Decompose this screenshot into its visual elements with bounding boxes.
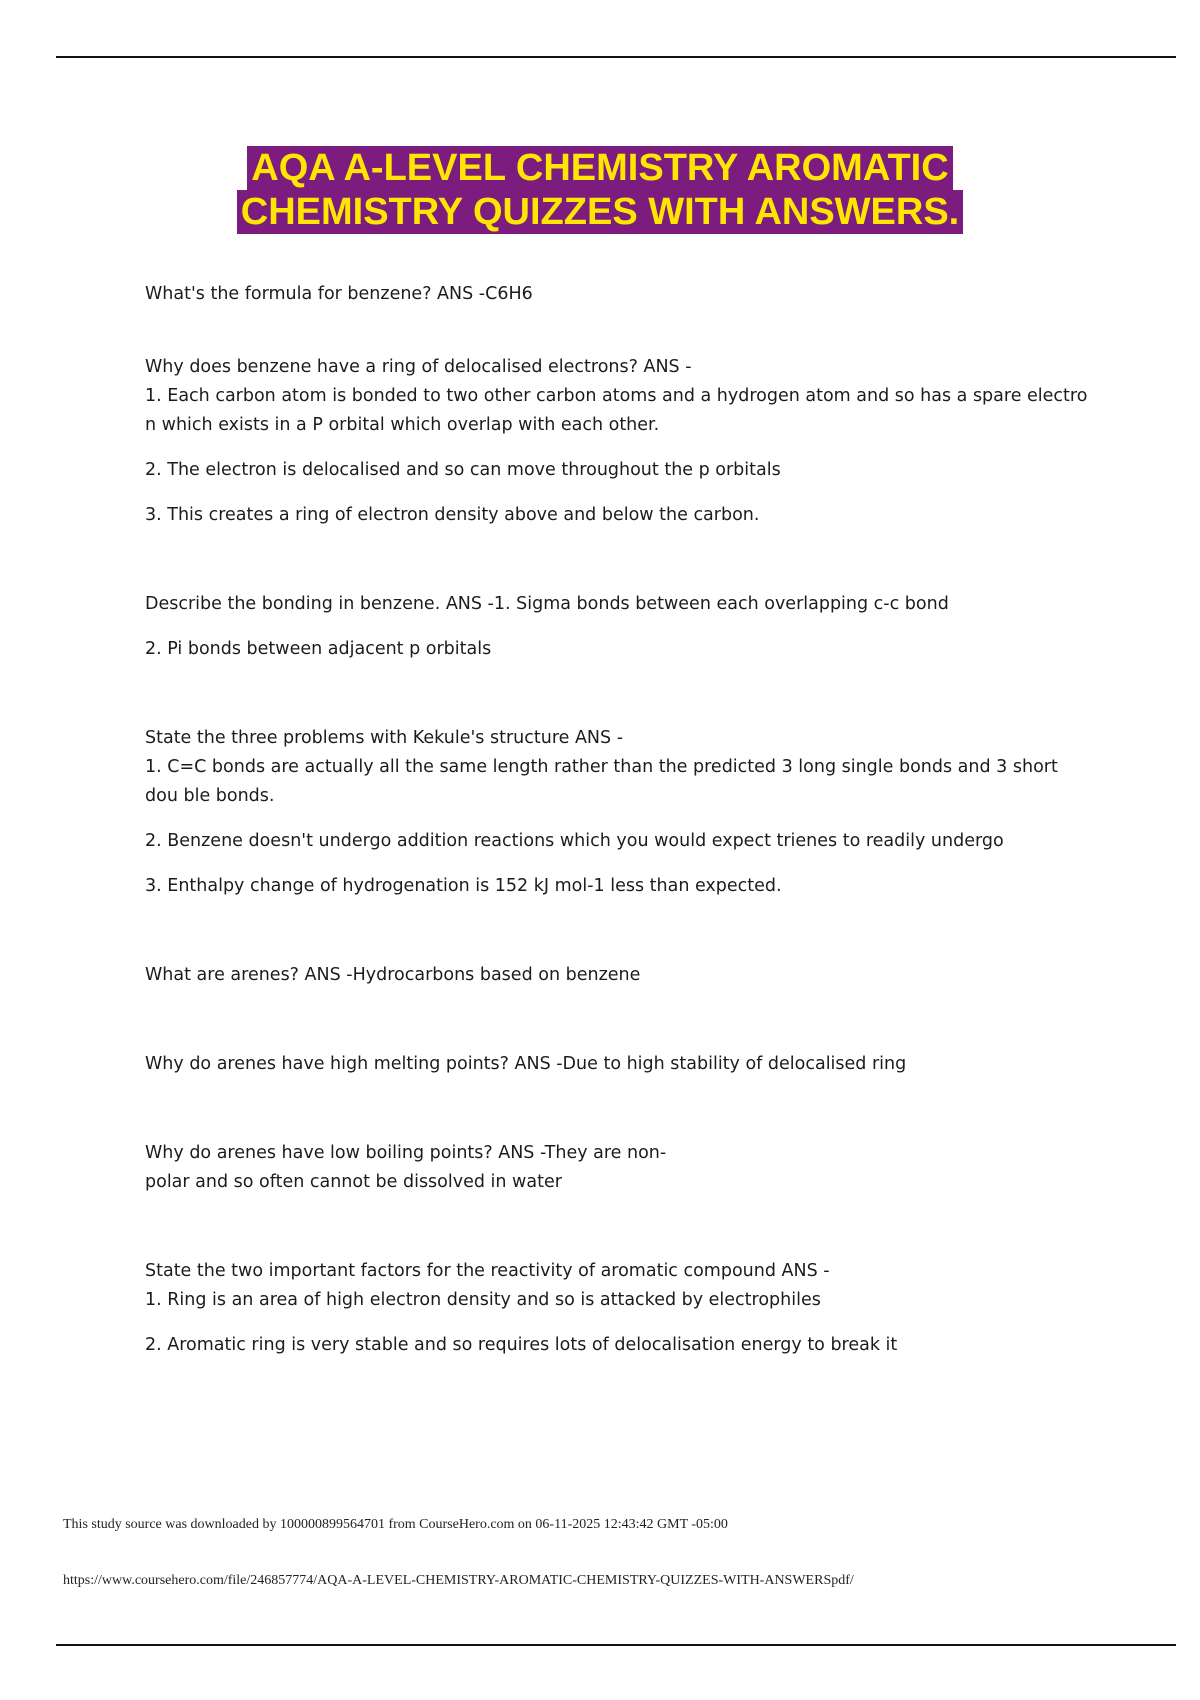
- qa-line: Why do arenes have high melting points? ANS -Due to high stability of delocalised ring: [145, 1054, 907, 1074]
- qa-line: 2. The electron is delocalised and so can move throughout the p orbitals: [145, 460, 781, 480]
- qa-line: Why does benzene have a ring of delocalised electrons? ANS -: [145, 357, 692, 377]
- qa-line: 1. Each carbon atom is bonded to two other carbon atoms and a hydrogen atom and so has a spare electro n which exists in a P orbital which overlap with each other.: [145, 386, 1088, 435]
- qa-item: [145, 1139, 1095, 1197]
- qa-item: [145, 280, 1095, 309]
- qa-line: 2. Aromatic ring is very stable and so requires lots of delocalisation energy to break it: [145, 1335, 898, 1355]
- qa-line: What are arenes? ANS -Hydrocarbons based on benzene: [145, 965, 641, 985]
- qa-item: [145, 724, 1095, 901]
- qa-line: 3. This creates a ring of electron density above and below the carbon.: [145, 505, 760, 525]
- qa-line: Why do arenes have low boiling points? ANS -They are non- polar and so often cannot be dissolved in water: [145, 1143, 667, 1192]
- qa-line: 3. Enthalpy change of hydrogenation is 152 kJ mol-1 less than expected.: [145, 876, 782, 896]
- qa-line: 2. Pi bonds between adjacent p orbitals: [145, 639, 492, 659]
- qa-item: [145, 590, 1095, 664]
- qa-line: State the two important factors for the reactivity of aromatic compound ANS -: [145, 1261, 830, 1281]
- qa-item: [145, 353, 1095, 530]
- qa-line: 1. Ring is an area of high electron density and so is attacked by electrophiles: [145, 1290, 821, 1310]
- top-rule: [56, 56, 1176, 58]
- qa-line: Describe the bonding in benzene. ANS -1. Sigma bonds between each overlapping c-c bond: [145, 594, 949, 614]
- qa-content: [145, 280, 1095, 1376]
- qa-line: 2. Benzene doesn't undergo addition reactions which you would expect trienes to readily undergo: [145, 831, 1004, 851]
- qa-line: What's the formula for benzene? ANS -C6H6: [145, 284, 533, 304]
- title-line-2: CHEMISTRY QUIZZES WITH ANSWERS.: [237, 190, 964, 234]
- source-url[interactable]: https://www.coursehero.com/file/246857774/AQA-A-LEVEL-CHEMISTRY-AROMATIC-CHEMISTRY-QUIZZES-WITH-ANSWERSpdf/: [63, 1573, 854, 1588]
- qa-line: 1. C=C bonds are actually all the same length rather than the predicted 3 long single bonds and 3 short dou ble bonds.: [145, 757, 1058, 806]
- qa-line: State the three problems with Kekule's structure ANS -: [145, 728, 624, 748]
- download-notice: This study source was downloaded by 100000899564701 from CourseHero.com on 06-11-2025 12:43:42 GMT -05:00: [63, 1517, 728, 1532]
- bottom-rule: [56, 1644, 1176, 1646]
- title-line-1: AQA A-LEVEL CHEMISTRY AROMATIC: [247, 146, 952, 190]
- document-title: [0, 146, 1200, 234]
- qa-item: [145, 1257, 1095, 1360]
- qa-item: [145, 1050, 1095, 1079]
- qa-item: [145, 961, 1095, 990]
